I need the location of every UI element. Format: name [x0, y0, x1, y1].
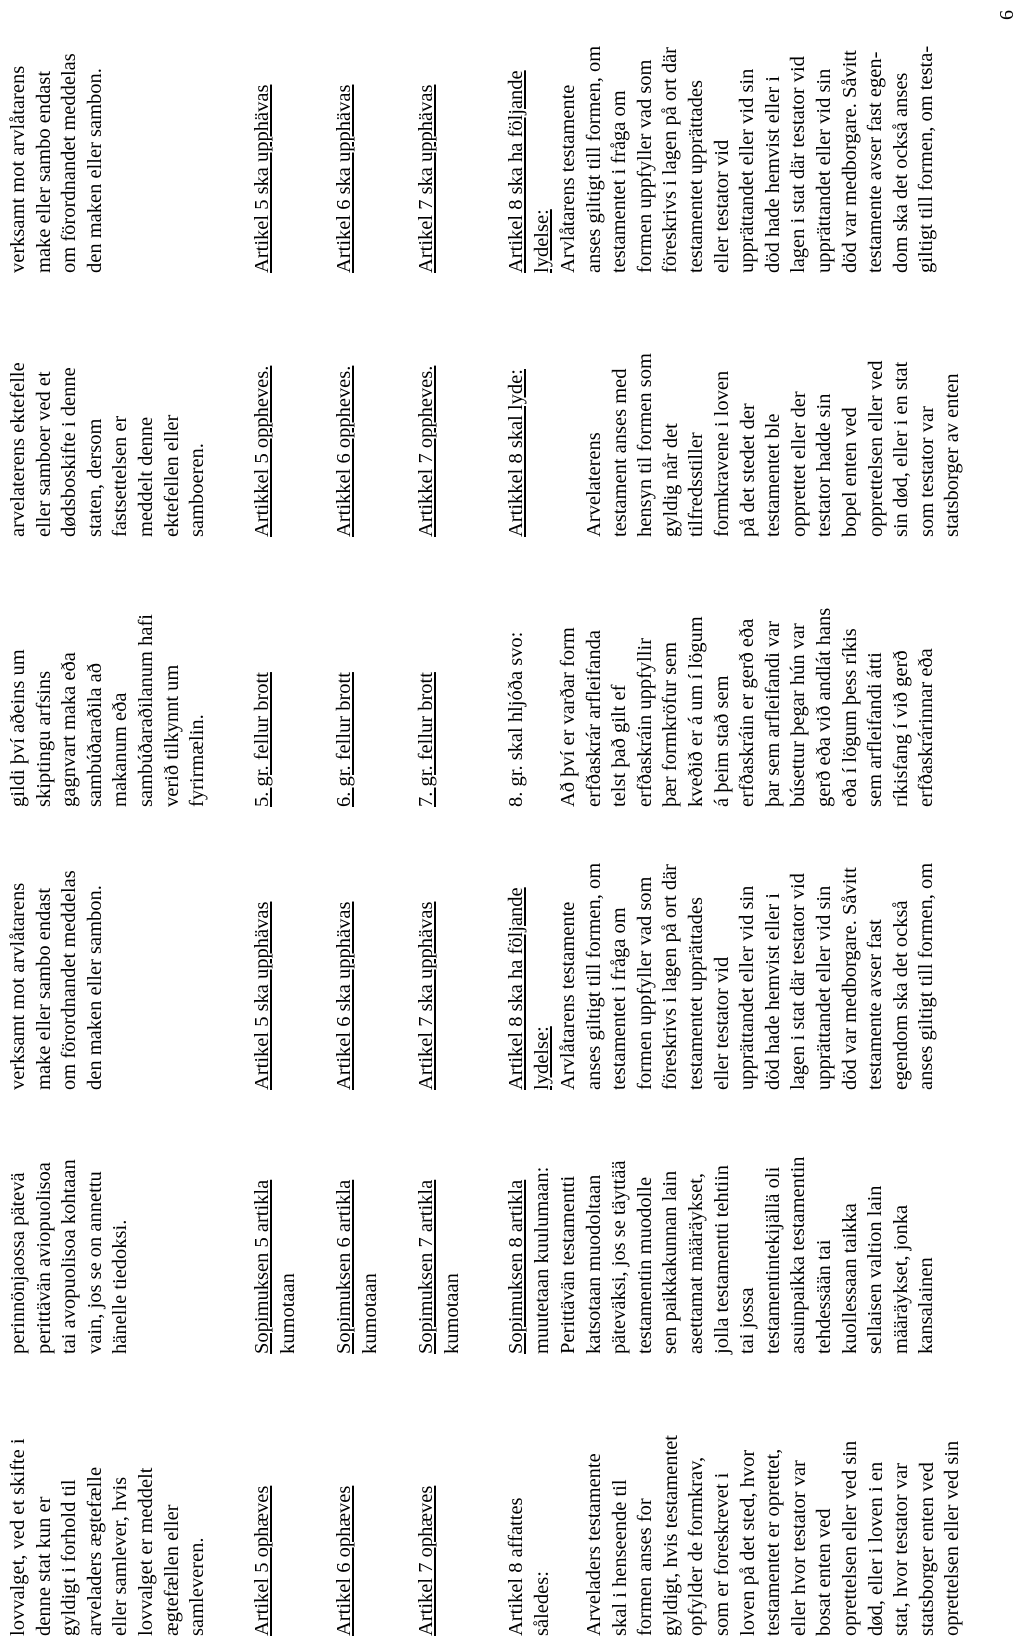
text-line: upprättandet eller vid sin: [736, 68, 759, 273]
text-line: död var medborgare. Såvitt: [838, 867, 861, 1090]
cont-text: [6, 1374, 211, 1636]
article-5-heading: [250, 818, 276, 1090]
text-line: testament anses med: [608, 368, 631, 537]
text-line: gyldigt, hvis testamentet: [659, 1435, 682, 1636]
text-line: sellaisen valtion lain: [864, 1185, 887, 1354]
text-line: kveðið er á um í lögum: [684, 616, 707, 807]
text-line: om förordnandet meddelas: [58, 53, 81, 273]
text-line: Sopimuksen 5 artikla: [251, 1179, 273, 1354]
text-line: ektefellen eller: [160, 414, 183, 537]
text-line: hänelle tiedoksi.: [109, 1219, 132, 1354]
text-line: testamentet i fråga om: [608, 90, 631, 273]
text-line: på det stedet der: [736, 403, 759, 537]
article-7-heading: [414, 567, 440, 807]
text-line: föreskrivs i lagen på ort där: [659, 47, 682, 273]
article-8-text: [556, 567, 940, 807]
text-line: dødsboskifte i denne: [58, 367, 81, 537]
text-line: dom ska det också anses: [889, 72, 912, 273]
text-line: lovvalget, ved et skifte i: [7, 1438, 29, 1636]
text-line: telst það gilt ef: [608, 684, 631, 807]
article-6-heading: [332, 567, 358, 807]
article-8-text: [556, 3, 940, 273]
article-6-heading: [332, 1374, 358, 1636]
text-line: död hade hemvist eller i: [761, 893, 784, 1090]
text-line: kansalainen: [915, 1257, 938, 1354]
cont-text: [6, 1102, 134, 1354]
article-6-heading: [332, 818, 358, 1090]
text-line: sambúðaraðila að: [83, 662, 106, 807]
text-line: sambúðaraðilanum hafi: [134, 614, 157, 807]
text-line: eða í lögum þess ríkis: [838, 628, 861, 807]
article-5-heading: [250, 567, 276, 807]
text-line: testamentet upprättades: [684, 897, 707, 1090]
text-line: oprettelsen eller ved sin: [838, 1440, 861, 1636]
text-line: þær formkröfur sem: [659, 641, 682, 807]
text-line: eller testator vid: [710, 956, 733, 1090]
text-line: make eller sambo endast: [32, 887, 55, 1090]
text-line: perinnönjaossa pätevä: [7, 1172, 29, 1354]
text-line: egendom ska det också: [889, 900, 912, 1090]
article-5-heading: [250, 297, 276, 537]
article-6-heading: [332, 1102, 383, 1354]
text-line: Artikel 6 ophæves: [333, 1485, 355, 1636]
text-line: Sopimuksen 6 artikla: [333, 1179, 355, 1354]
text-line: hensyn til formen som: [634, 353, 657, 537]
text-line: lydelse:: [530, 209, 553, 273]
text-line: anses giltigt till formen, om: [582, 45, 605, 273]
text-line: denne stat kun er: [32, 1496, 55, 1636]
cont-text: [6, 297, 211, 537]
text-line: eller samlever, hvis: [109, 1476, 132, 1636]
text-line: katsotaan muodoltaan: [582, 1174, 605, 1354]
text-line: formen uppfyller vad som: [633, 876, 656, 1090]
text-line: som er foreskrevet i: [710, 1472, 733, 1636]
text-line: Artikel 5 ska upphävas: [251, 901, 273, 1090]
text-line: oprettelsen eller ved sin: [941, 1440, 964, 1636]
text-line: arvelaterens ektefelle: [7, 362, 29, 537]
text-line: Artikel 7 ska upphävas: [415, 901, 437, 1090]
text-line: död var medborgare. Såvitt: [838, 50, 861, 273]
text-line: statsborger enten ved: [915, 1462, 938, 1636]
text-line: sin død, eller i en stat: [890, 361, 913, 537]
text-line: opfylder de formkrav,: [685, 1456, 708, 1636]
text-line: anses giltigt till formen, om: [582, 862, 605, 1090]
text-line: kumotaan: [440, 1273, 463, 1354]
text-line: formkravene i loven: [710, 370, 733, 537]
text-line: testamente avser fast egen-: [864, 51, 887, 273]
text-line: þar sem arfleifandi var: [761, 620, 784, 807]
text-line: upprättandet eller vid sin: [812, 68, 835, 273]
text-line: lydelse:: [530, 1026, 553, 1090]
text-line: loven på det sted, hvor: [736, 1449, 759, 1636]
text-line: upprättandet eller vid sin: [736, 885, 759, 1090]
text-line: á þeim stað sem: [710, 675, 733, 807]
text-line: statsborger av enten: [941, 373, 964, 537]
text-line: asuinpaikka testamentin: [787, 1156, 810, 1354]
text-line: ríkisfang í við gerð: [889, 650, 912, 807]
article-7-heading: [414, 1374, 440, 1636]
text-line: jolla testamentti tehtiin: [710, 1164, 733, 1354]
text-line: skal i henseende til: [608, 1479, 631, 1636]
text-line: stat, hvor testator var: [890, 1462, 913, 1636]
text-line: Artikel 5 ophæves: [251, 1485, 273, 1636]
article-6-heading: [332, 3, 358, 273]
text-line: Arveladers testamente: [583, 1453, 605, 1636]
text-line: död hade hemvist eller i: [761, 76, 784, 273]
text-line: skiptingu arfsins: [32, 670, 55, 807]
text-line: perittävän aviopuolisoa: [32, 1162, 55, 1354]
text-line: Artikkel 5 oppheves.: [251, 365, 273, 537]
article-8-text: [556, 818, 940, 1090]
text-line: gagnvart maka eða: [58, 652, 81, 807]
text-line: föreskrivs i lagen på ort där: [659, 864, 682, 1090]
article-8-text: [556, 1102, 940, 1354]
text-line: testator hadde sin: [813, 393, 836, 537]
text-line: erfðaskráin uppfyllir: [633, 637, 656, 807]
article-8-heading: [504, 1102, 555, 1354]
text-line: Artikel 8 ska ha följande: [505, 887, 527, 1090]
text-line: upprättandet eller vid sin: [812, 885, 835, 1090]
text-line: Arvlåtarens testamente: [557, 901, 579, 1090]
text-line: testamentet upprättades: [684, 80, 707, 273]
text-line: erfðaskrárinnar eða: [915, 648, 938, 807]
text-line: sem arfleifandi átti: [864, 652, 887, 807]
article-8-heading: [504, 818, 555, 1090]
text-line: testamentet ble: [762, 413, 785, 537]
article-7-heading: [414, 818, 440, 1090]
text-line: således:: [530, 1571, 553, 1636]
text-line: Sopimuksen 7 artikla: [415, 1179, 437, 1354]
text-line: erfðaskrár arfleifanda: [582, 630, 605, 807]
article-8-text: [582, 1374, 966, 1636]
text-line: staten, dersom: [83, 418, 106, 537]
text-line: vain, jos se on annettu: [83, 1171, 106, 1354]
text-line: eller samboer ved et: [32, 371, 55, 537]
text-line: Artikel 7 ska upphävas: [415, 84, 437, 273]
text-line: verið tilkynnt um: [160, 664, 183, 807]
article-5-heading: [250, 1102, 301, 1354]
text-line: 8. gr. skal hljóða svo:: [505, 631, 527, 807]
article-7-heading: [414, 3, 440, 273]
text-line: Artikel 7 ophæves: [415, 1485, 437, 1636]
text-line: formen uppfyller vad som: [633, 59, 656, 273]
text-line: kumotaan: [276, 1273, 299, 1354]
text-line: opprettelsen eller ved: [864, 360, 887, 537]
text-line: tai jossa: [736, 1287, 759, 1354]
text-line: testamentintekijällä oli: [761, 1166, 784, 1354]
text-line: kuollessaan taikka: [838, 1203, 861, 1354]
text-line: bopel enten ved: [838, 407, 861, 537]
text-line: Sopimuksen 8 artikla: [505, 1179, 527, 1354]
text-line: asettamat määräykset,: [684, 1173, 707, 1354]
article-5-heading: [250, 1374, 276, 1636]
text-line: Artikel 8 affattes: [505, 1497, 527, 1636]
text-line: búsettur þegar hún var: [787, 623, 810, 807]
text-line: makanum eða: [109, 692, 132, 807]
text-line: opprettet eller der: [787, 391, 810, 537]
text-line: Perittävän testamentti: [557, 1175, 579, 1354]
text-line: bosat enten ved: [813, 1508, 836, 1636]
text-line: testamentet er oprettet,: [762, 1448, 785, 1636]
text-line: päteväksi, jos se täyttää: [608, 1160, 631, 1354]
text-line: den maken eller sambon.: [83, 68, 106, 273]
text-line: muutetaan kuulumaan:: [530, 1166, 553, 1354]
text-line: eller hvor testator var: [787, 1460, 810, 1636]
text-line: ægtefællen eller: [160, 1504, 183, 1636]
article-7-heading: [414, 297, 440, 537]
text-line: fyrirmælin.: [186, 714, 209, 807]
text-line: gyldig når det: [659, 423, 682, 537]
cont-text: [6, 567, 211, 807]
text-line: meddelt denne: [134, 416, 157, 537]
cont-text: [6, 818, 108, 1090]
text-line: fastsettelsen er: [109, 415, 132, 537]
text-line: om förordnandet meddelas: [58, 870, 81, 1090]
text-line: formen anses for: [634, 1498, 657, 1636]
text-line: samboeren.: [186, 443, 209, 537]
text-line: lovvalget er meddelt: [134, 1467, 157, 1636]
text-line: tehdessään tai: [812, 1239, 835, 1354]
article-8-heading: [504, 567, 530, 807]
text-line: den maken eller sambon.: [83, 885, 106, 1090]
text-line: arveladers ægtefælle: [83, 1466, 106, 1636]
text-line: gildi því aðeins um: [7, 649, 29, 807]
text-line: 5. gr. fellur brott: [251, 672, 273, 807]
text-line: tilfredsstiller: [685, 432, 708, 537]
text-line: gerð eða við andlát hans: [812, 607, 835, 807]
text-line: som testator var: [915, 406, 938, 537]
article-8-heading: [504, 1374, 555, 1636]
text-line: Artikel 6 ska upphävas: [333, 84, 355, 273]
text-line: verksamt mot arvlåtarens: [7, 882, 29, 1090]
text-line: lagen i stat där testator vid: [787, 873, 810, 1090]
text-line: erfðaskráin er gerð eða: [736, 618, 759, 807]
text-line: lagen i stat där testator vid: [787, 56, 810, 273]
text-line: 7. gr. fellur brott: [415, 672, 437, 807]
page-number: 6: [996, 10, 1018, 20]
text-line: Artikel 6 ska upphävas: [333, 901, 355, 1090]
article-8-heading: [504, 3, 555, 273]
text-line: Að því er varðar form: [557, 627, 579, 807]
text-line: testamente avser fast: [864, 919, 887, 1090]
text-line: Artikel 5 ska upphävas: [251, 84, 273, 273]
text-line: Artikkel 8 skal lyde:: [505, 369, 527, 537]
text-line: testamentin muodolle: [633, 1176, 656, 1354]
text-line: død, eller i loven i en: [864, 1461, 887, 1636]
text-line: testamentet i fråga om: [608, 907, 631, 1090]
text-line: giltigt till formen, om testa-: [915, 45, 938, 273]
text-line: kumotaan: [358, 1273, 381, 1354]
article-8-text: [582, 297, 966, 537]
article-5-heading: [250, 3, 276, 273]
text-line: make eller sambo endast: [32, 70, 55, 273]
text-line: Artikkel 7 oppheves.: [415, 365, 437, 537]
text-line: tai avopuolisoa kohtaan: [58, 1159, 81, 1354]
cont-text: [6, 3, 108, 273]
text-line: määräykset, jonka: [889, 1204, 912, 1354]
text-line: 6. gr. fellur brott: [333, 672, 355, 807]
text-line: verksamt mot arvlåtarens: [7, 65, 29, 273]
text-line: samleveren.: [186, 1537, 209, 1636]
text-line: anses giltigt till formen, om: [915, 862, 938, 1090]
text-line: Arvlåtarens testamente: [557, 84, 579, 273]
article-6-heading: [332, 297, 358, 537]
text-line: Arvelaterens: [583, 432, 605, 537]
article-8-heading: [504, 297, 530, 537]
text-line: Artikkel 6 oppheves.: [333, 365, 355, 537]
text-line: Artikel 8 ska ha följande: [505, 70, 527, 273]
article-7-heading: [414, 1102, 465, 1354]
text-line: gyldigt i forhold til: [58, 1479, 81, 1636]
text-line: sen paikkakunnan lain: [659, 1170, 682, 1354]
text-line: eller testator vid: [710, 139, 733, 273]
